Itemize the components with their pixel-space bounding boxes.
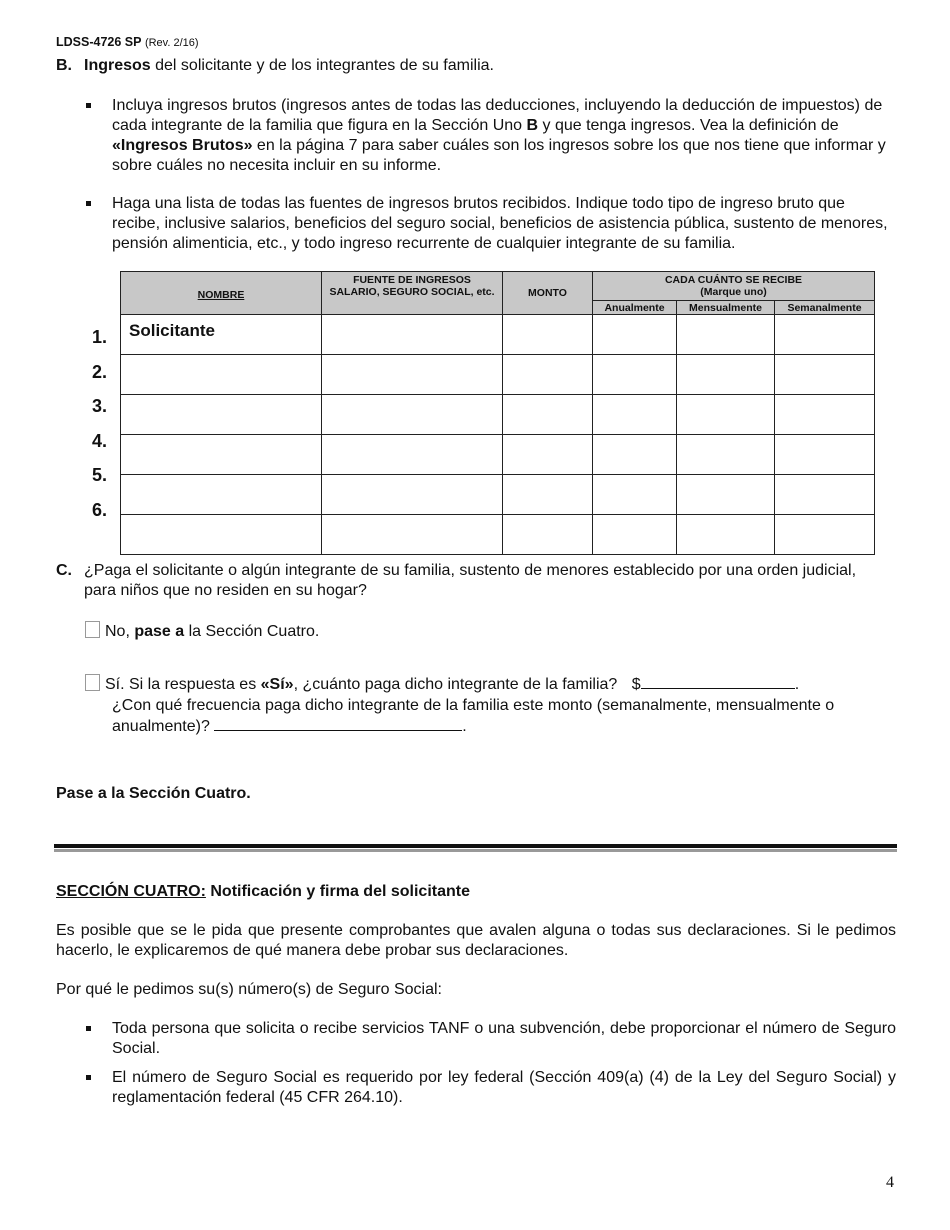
cell-semanal[interactable] xyxy=(775,315,875,355)
option-no-text: No, xyxy=(105,623,135,640)
cell-anual[interactable] xyxy=(593,355,677,395)
cell-fuente[interactable] xyxy=(322,435,503,475)
col-header-nombre: NOMBRE xyxy=(121,272,322,315)
row-number: 6. xyxy=(92,499,108,520)
cell-nombre[interactable] xyxy=(121,515,322,555)
row-number: 2. xyxy=(92,361,108,382)
cell-mensual[interactable] xyxy=(677,355,775,395)
col-header-mensual: Mensualmente xyxy=(677,301,775,315)
cell-nombre[interactable]: Solicitante xyxy=(121,315,322,355)
cell-fuente[interactable] xyxy=(322,515,503,555)
section-divider-shadow xyxy=(54,849,897,852)
section-four-title-label: SECCIÓN CUATRO: xyxy=(56,883,206,900)
col-header-semanal: Semanalmente xyxy=(775,301,875,315)
row-number: 3. xyxy=(92,396,108,416)
bullet-marker xyxy=(86,201,91,206)
section-b-title-rest: del solicitante y de los integrantes de su familia. xyxy=(150,57,494,74)
section-four-title xyxy=(56,883,470,901)
go-to-section-four: Pase a la Sección Cuatro. xyxy=(56,785,251,802)
section-b-title-bold: Ingresos xyxy=(84,57,151,74)
cell-mensual[interactable] xyxy=(677,515,775,555)
cell-semanal[interactable] xyxy=(775,475,875,515)
bullet-text: Incluya ingresos brutos (ingresos antes de todas las deducciones, incluyendo la deducción de impuestos) de cada integrante de la familia que figura en la Sección Uno xyxy=(112,97,883,134)
cell-anual[interactable] xyxy=(593,475,677,515)
cell-mensual[interactable] xyxy=(677,395,775,435)
table-row xyxy=(121,395,875,435)
bullet-text: El número de Seguro Social es requerido por ley federal (Sección 409(a) (4) de la Ley del Seguro Social) y reglamentación federal (45 CFR 264.10). xyxy=(112,1069,896,1106)
frequency-question-text: ¿Con qué frecuencia paga dicho integrante de la familia este monto (semanalmente, mensualmente o anualmente)? xyxy=(112,697,835,735)
bullet-text-bold: «Ingresos Brutos» xyxy=(112,137,253,154)
col-header-fuente: FUENTE DE INGRESOS SALARIO, SEGURO SOCIAL, etc. xyxy=(322,272,503,315)
row-number: 5. xyxy=(92,465,108,485)
cell-monto[interactable] xyxy=(503,315,593,355)
bullet-marker xyxy=(86,1075,91,1080)
cell-monto[interactable] xyxy=(503,475,593,515)
section-divider xyxy=(54,844,897,848)
table-row xyxy=(121,315,875,355)
section-b-heading xyxy=(56,57,494,75)
frecuencia-title: CADA CUÁNTO SE RECIBE xyxy=(664,274,803,286)
bullet-text: Haga una lista de todas las fuentes de ingresos brutos recibidos. Indique todo tipo de ingreso bruto que recibe, inclusive salarios, beneficios del seguro social, beneficios de asistencia pública, sustento de menores, pensión alimenticia, etc., y todo ingreso recurrente de cualquier integrante de su familia. xyxy=(112,195,888,252)
cell-semanal[interactable] xyxy=(775,435,875,475)
bullet-marker xyxy=(86,1026,91,1031)
amount-blank[interactable] xyxy=(641,674,795,689)
form-identifier xyxy=(56,35,199,49)
cell-nombre[interactable] xyxy=(121,475,322,515)
cell-fuente[interactable] xyxy=(322,475,503,515)
row-numbers xyxy=(92,316,107,523)
cell-mensual[interactable] xyxy=(677,435,775,475)
section-b-letter: B. xyxy=(56,57,72,74)
bullet-text-bold: B xyxy=(526,117,539,134)
cell-anual[interactable] xyxy=(593,395,677,435)
bullet-text: y que tenga ingresos. Vea la definición de xyxy=(538,117,839,134)
cell-nombre[interactable] xyxy=(121,355,322,395)
frequency-question: ¿Con qué frecuencia paga dicho integrante de la familia este monto (semanalmente, mensualmente o anualmente)? . xyxy=(112,697,835,735)
table-row xyxy=(121,475,875,515)
bullet-marker xyxy=(86,103,91,108)
col-header-monto: MONTO xyxy=(503,272,593,315)
income-table xyxy=(120,271,875,555)
option-no xyxy=(85,621,319,641)
section-four-para-1: Es posible que se le pida que presente comprobantes que avalen alguna o todas sus declaraciones. Si le pedimos hacerlo, le explicaremos de qué manera debe probar sus declaraciones. xyxy=(56,922,896,959)
section-c-question-text: ¿Paga el solicitante o algún integrante de su familia, sustento de menores establecido por una orden judicial, para niños que no residen en su hogar? xyxy=(84,562,857,599)
section-four-para-2: Por qué le pedimos su(s) número(s) de Seguro Social: xyxy=(56,981,442,998)
cell-semanal[interactable] xyxy=(775,515,875,555)
cell-semanal[interactable] xyxy=(775,355,875,395)
option-si-bold: «Sí» xyxy=(260,676,294,693)
option-si-text: , ¿cuánto paga dicho integrante de la familia? xyxy=(293,676,618,693)
col-header-anual: Anualmente xyxy=(593,301,677,315)
cell-monto[interactable] xyxy=(503,395,593,435)
cell-monto[interactable] xyxy=(503,355,593,395)
cell-fuente[interactable] xyxy=(322,395,503,435)
form-revision: (Rev. 2/16) xyxy=(144,37,199,49)
form-code: LDSS-4726 SP xyxy=(56,35,142,49)
cell-anual[interactable] xyxy=(593,515,677,555)
cell-anual[interactable] xyxy=(593,435,677,475)
row-number: 1. xyxy=(92,327,108,347)
cell-nombre[interactable] xyxy=(121,395,322,435)
bullet-text: Toda persona que solicita o recibe servicios TANF o una subvención, debe proporcionar el número de Seguro Social. xyxy=(112,1020,896,1057)
table-row xyxy=(121,435,875,475)
section-four-title-text: Notificación y firma del solicitante xyxy=(205,883,470,900)
cell-fuente[interactable] xyxy=(322,355,503,395)
cell-fuente[interactable] xyxy=(322,315,503,355)
section-c-question xyxy=(56,561,896,599)
cell-anual[interactable] xyxy=(593,315,677,355)
frequency-blank[interactable] xyxy=(214,716,462,731)
frecuencia-note: (Marque uno) xyxy=(700,286,767,298)
cell-mensual[interactable] xyxy=(677,475,775,515)
page-number: 4 xyxy=(886,1174,894,1191)
bullet-text: en la página 7 para saber cuáles son los ingresos sobre los que nos tiene que informar y sobre cuáles no necesita incluir en su informe. xyxy=(112,137,886,174)
section-c-letter: C. xyxy=(56,562,72,579)
cell-monto[interactable] xyxy=(503,435,593,475)
option-no-text: la Sección Cuatro. xyxy=(184,623,320,640)
table-row xyxy=(121,515,875,555)
option-no-bold: pase a xyxy=(134,623,185,640)
cell-semanal[interactable] xyxy=(775,395,875,435)
currency-symbol: $ xyxy=(631,676,641,693)
row-number: 4. xyxy=(92,430,108,451)
cell-monto[interactable] xyxy=(503,515,593,555)
cell-nombre[interactable] xyxy=(121,435,322,475)
option-si: Sí. Si la respuesta es «Sí», ¿cuánto paga dicho integrante de la familia? $ . xyxy=(85,674,799,694)
checkbox-no[interactable] xyxy=(85,621,100,638)
checkbox-si[interactable] xyxy=(85,674,100,691)
table-row xyxy=(121,355,875,395)
cell-mensual[interactable] xyxy=(677,315,775,355)
option-si-text: Sí. Si la respuesta es xyxy=(105,676,261,693)
col-header-frecuencia xyxy=(593,272,875,301)
